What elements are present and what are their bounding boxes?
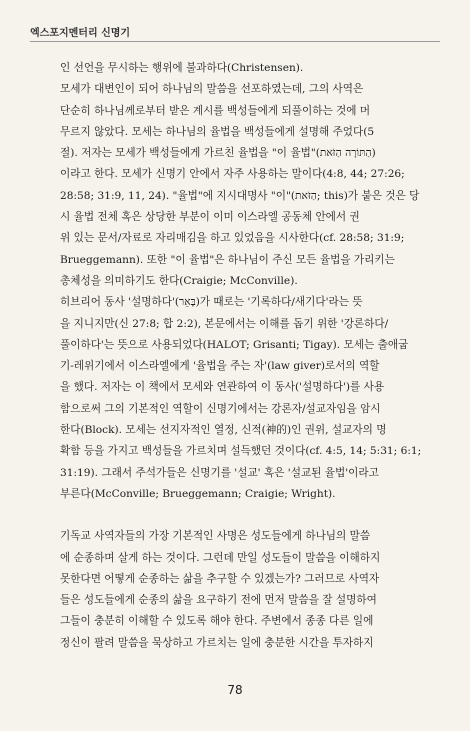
text-line: 확함 등을 가지고 백성들을 가르치며 설득했던 것이다(cf. 4:5, 14; 5:31; 6:1; xyxy=(60,445,422,458)
text-line: 그들이 충분히 이해할 수 있도록 해야 한다. 주변에서 종종 다른 일에 xyxy=(60,615,374,628)
text-line: 단순히 하나님께로부터 받은 계시를 백성들에게 되풀이하는 것에 머 xyxy=(60,104,371,117)
text-line: 함으로써 그의 기본적인 역할이 신명기에서는 강론자/설교자임을 암시 xyxy=(60,402,381,415)
text-line: 이라고 한다. 모세가 신명기 안에서 자주 사용하는 말이다(4:8, 44; 27:26; xyxy=(60,168,405,181)
text-line: 모세가 대변인이 되어 하나님의 말씀을 선포하였는데, 그의 사역은 xyxy=(60,83,364,96)
text-line: 28:58; 31:9, 11, 24). "율법"에 지시대명사 "이"(הַזֹּאת; this)가 붙은 것은 당 xyxy=(60,189,420,202)
text-line: 에 순종하며 살게 하는 것이다. 그런데 만일 성도들이 말씀을 이해하지 xyxy=(60,551,381,564)
text-line: 정신이 팔려 말씀을 묵상하고 가르치는 일에 충분한 시간을 투자하지 xyxy=(60,636,374,649)
text-line: 을 지니지만(신 27:8; 합 2:2), 본문에서는 이해를 돕기 위한 '강론하다/ xyxy=(60,317,389,330)
text-line: 31:19). 그래서 주석가들은 신명기를 '설교' 혹은 '설교된 율법'이라고 xyxy=(60,466,379,479)
text-line: 인 선언을 무시하는 행위에 불과하다(Christensen). xyxy=(60,62,304,74)
text-line: 절). 저자는 모세가 백성들에게 가르친 율법을 "이 율법"(הַתּוֹרָה הַזֹּאת) xyxy=(60,147,376,160)
page-number: 78 xyxy=(227,683,243,697)
text-line: 부른다(McConville; Brueggemann; Craigie; Wright). xyxy=(60,487,336,500)
text-line: 총체성을 의미하기도 한다(Craigie; McConville). xyxy=(60,274,298,287)
text-line: 위 있는 문서/자료로 자리매김을 하고 있었음을 시사한다(cf. 28:58; 31:9; xyxy=(60,232,405,245)
text-line: 풀이하다'는 뜻으로 사용되었다(HALOT; Grisanti; Tigay). 모세는 출애굽 xyxy=(60,338,409,351)
paragraph-gap xyxy=(60,505,424,526)
text-line: 들은 성도들에게 순종의 삶을 요구하기 전에 먼저 말씀을 잘 설명하여 xyxy=(60,594,377,607)
text-line: 을 했다. 저자는 이 책에서 모세와 연관하여 이 동사('설명하다')를 사용 xyxy=(60,381,385,394)
text-line: 기독교 사역자들의 가장 기본적인 사명은 성도들에게 하나님의 말씀 xyxy=(60,530,371,543)
text-line: 못한다면 어떻게 순종하는 삶을 추구할 수 있겠는가? 그러므로 사역자 xyxy=(60,572,380,585)
text-line: 시 율법 전체 혹은 상당한 부분이 이미 이스라엘 공동체 안에서 권 xyxy=(60,211,360,224)
text-line: 기-레위기에서 이스라엘에게 '율법을 주는 자'(law giver)로서의 역할 xyxy=(60,360,380,373)
text-line: 히브리어 동사 '설명하다'(בָּאֵר)가 때로는 '기록하다/새기다'라는 뜻 xyxy=(60,296,363,309)
body-text xyxy=(60,58,424,654)
text-line: 무르지 않았다. 모세는 하나님의 율법을 백성들에게 설명해 주었다(5 xyxy=(60,125,375,138)
header-rule xyxy=(30,41,440,42)
text-line: Brueggemann). 또한 "이 율법"은 하나님이 주신 모든 율법을 가리키는 xyxy=(60,253,395,266)
running-header: 엑스포지멘터리 신명기 xyxy=(30,28,131,39)
text-line: 한다(Block). 모세는 선지자적인 열정, 신적(神的)인 권위, 설교자의 명 xyxy=(60,424,387,437)
